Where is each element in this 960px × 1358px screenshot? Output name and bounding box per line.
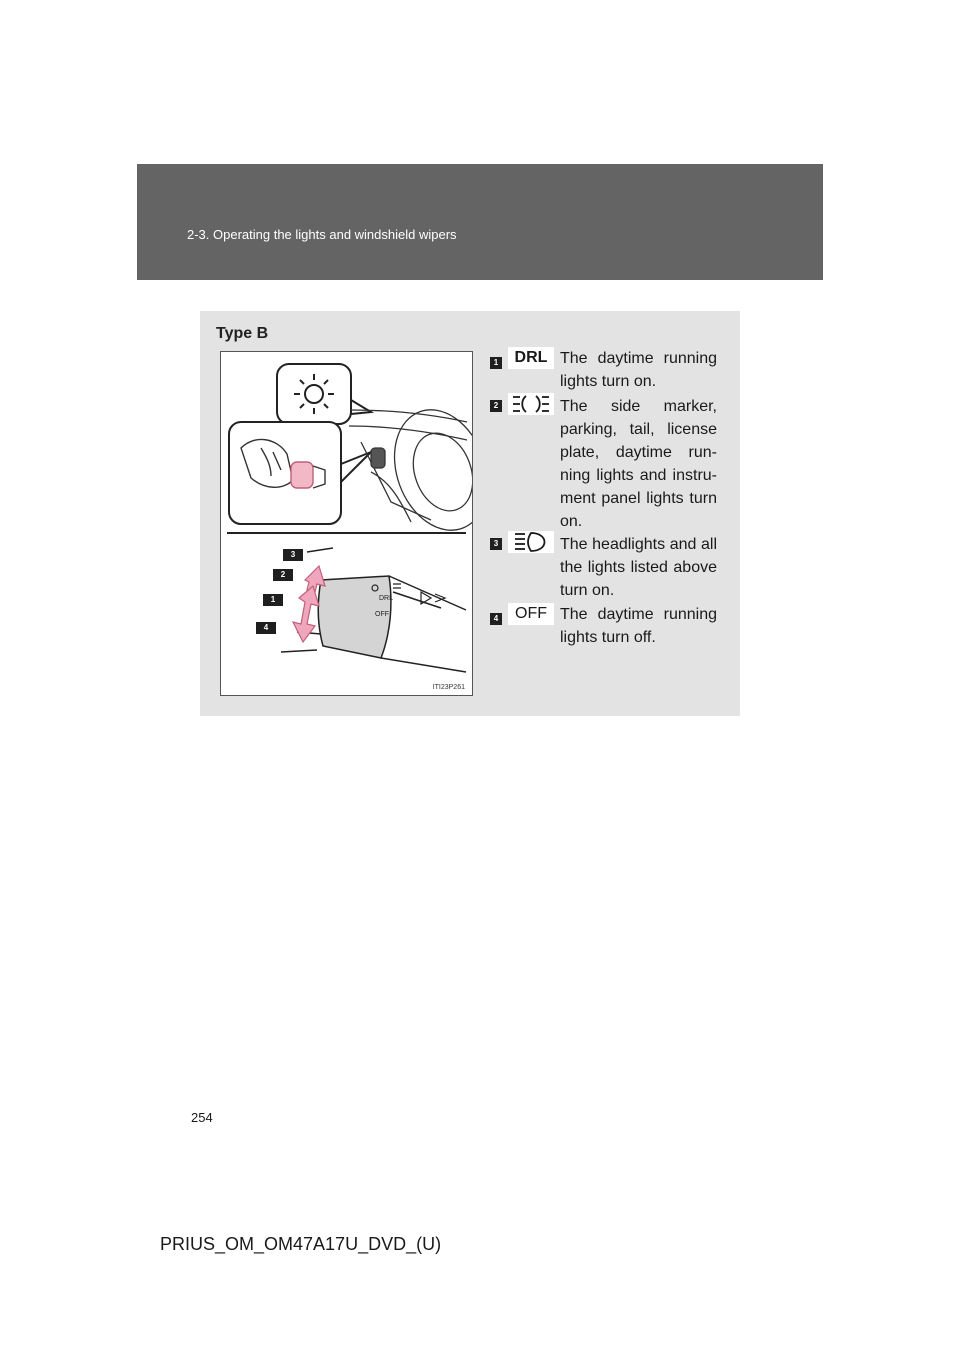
item-description: The headlights and all the lights listed above turn on. (560, 536, 717, 599)
figure-callout-1: 1 (263, 594, 283, 606)
item-number: 1 (490, 357, 502, 369)
section-header-bar (137, 164, 823, 280)
type-label: Type B (216, 325, 269, 342)
figure-callout-2: 2 (273, 569, 293, 581)
off-symbol: OFF (508, 603, 554, 625)
light-switch-illustration (220, 351, 473, 696)
light-symbol-bubble (277, 364, 351, 424)
hand-knob-inset (229, 422, 341, 524)
document-code: PRIUS_OM_OM47A17U_DVD_(U) (160, 1234, 442, 1254)
figure-id: ITI23P261 (432, 684, 465, 691)
section-title: 2-3. Operating the lights and windshield wipers (187, 227, 457, 242)
figure-off-label: OFF (375, 611, 389, 618)
illustration-drawing (221, 352, 472, 695)
figure-drl-label: DRL (379, 595, 394, 602)
item-description: The side marker, parking, tail, license plate, daytime run-ning lights and instru-ment panel lights turn on. (560, 398, 717, 530)
steering-wheel-area (349, 397, 472, 544)
item-description: The daytime running lights turn on. (560, 350, 717, 390)
headlight-icon (508, 531, 554, 553)
parking-light-icon (508, 393, 554, 415)
item-description: The daytime running lights turn off. (560, 606, 717, 646)
figure-callout-3: 3 (283, 549, 303, 561)
item-number: 3 (490, 538, 502, 550)
info-panel (200, 311, 740, 716)
item-number: 4 (490, 613, 502, 625)
drl-symbol: DRL (508, 347, 554, 369)
page-number: 254 (191, 1110, 213, 1125)
item-number: 2 (490, 400, 502, 412)
figure-callout-4: 4 (256, 622, 276, 634)
